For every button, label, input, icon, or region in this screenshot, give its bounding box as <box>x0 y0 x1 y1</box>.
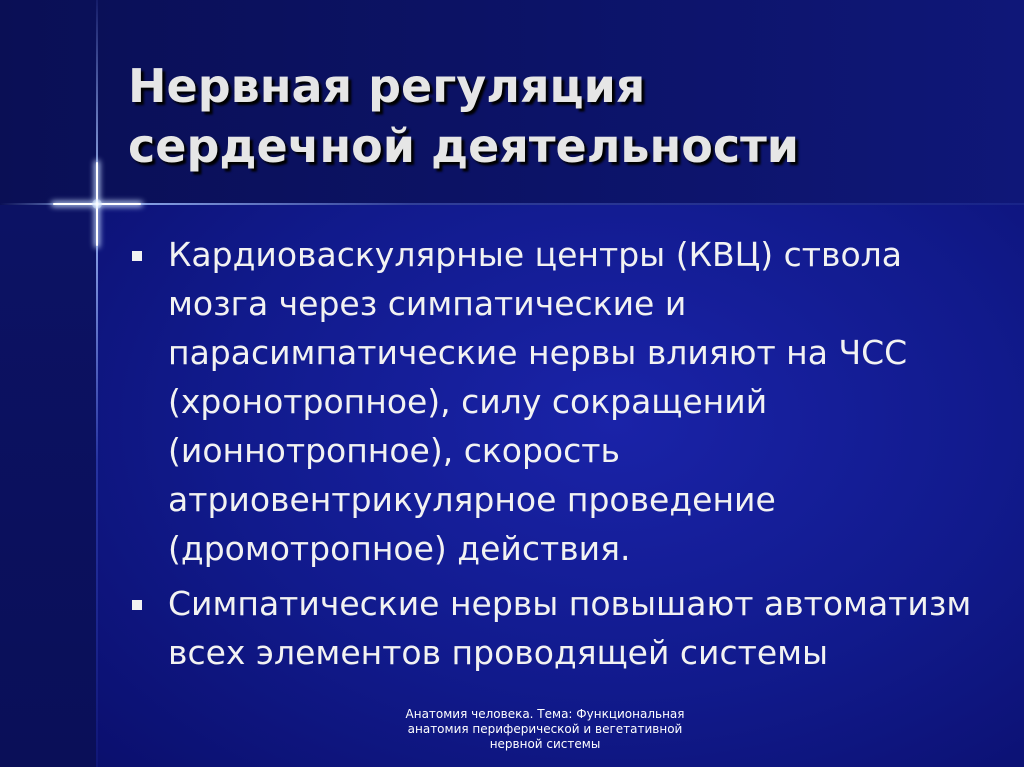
horizontal-light-line <box>0 203 1024 205</box>
square-bullet-icon <box>132 251 142 261</box>
bullet-item <box>128 579 978 677</box>
title-line-1: Нервная регуляция <box>128 59 646 113</box>
vertical-light-line <box>96 0 98 767</box>
left-band <box>0 205 96 767</box>
slide-title <box>128 56 988 176</box>
bullet-item <box>128 230 978 573</box>
square-bullet-icon <box>132 600 142 610</box>
title-line-2: сердечной деятельности <box>128 119 800 173</box>
bullet-list <box>128 230 978 683</box>
footer-caption: Анатомия человека. Тема: Функциональная анатомия периферической и вегетативной нервной системы <box>405 707 685 751</box>
bullet-text: Симпатические нервы повышают автоматизм всех элементов проводящей системы <box>168 584 972 672</box>
bullet-text: Кардиоваскулярные центры (КВЦ) ствола мозга через симпатические и парасимпатические нервы влияют на ЧСС (хронотропное), силу сокращений (ионнотропное), скорость атриовентрикулярное проведение (дромотропное) действия. <box>168 235 908 568</box>
